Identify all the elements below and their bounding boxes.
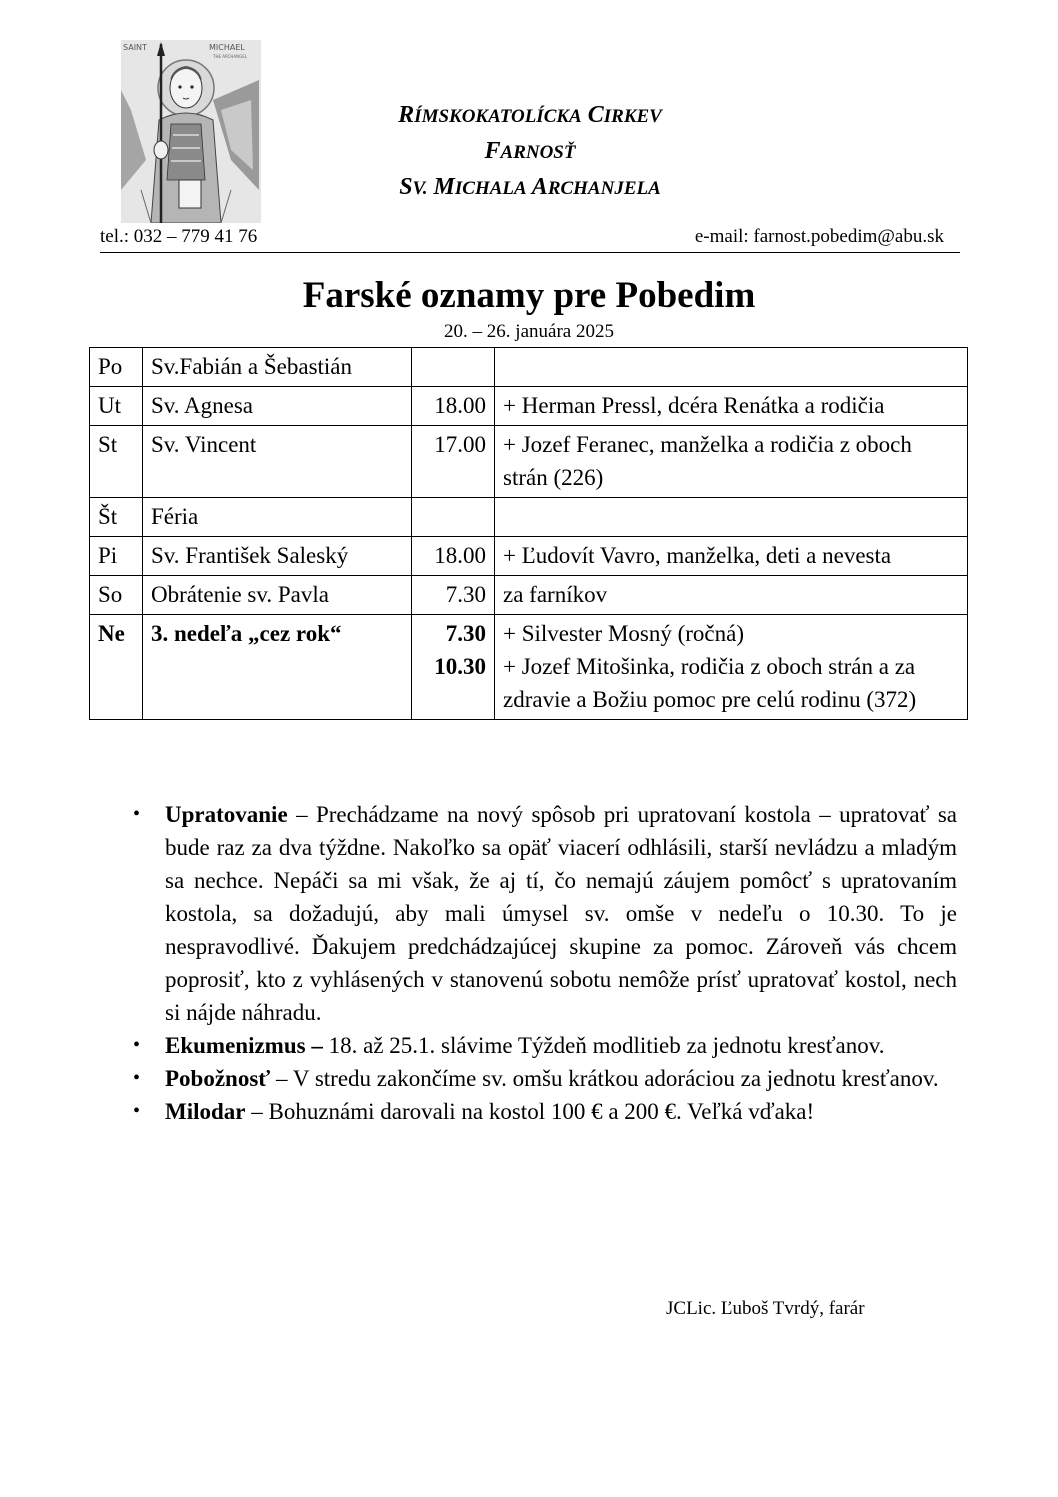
date-range: 20. – 26. januára 2025 — [444, 321, 614, 342]
time-cell — [412, 498, 495, 537]
intention-cell — [495, 498, 968, 537]
time-cell: 18.00 — [412, 387, 495, 426]
bullet-icon: • — [133, 1100, 141, 1122]
note-text: V stredu zakončíme sv. omšu krátkou adoráciou za jednotu kresťanov. — [292, 1066, 939, 1091]
email-address[interactable]: e-mail: farnost.pobedim@abu.sk — [694, 226, 944, 247]
list-item — [133, 1029, 957, 1062]
phone-number: tel.: 032 – 779 41 76 — [100, 226, 258, 247]
icon-caption-top: SAINT — [123, 43, 147, 52]
org-line-1: RÍMSKOKATOLÍCKA CIRKEV — [398, 102, 662, 128]
feast-cell: 3. nedeľa „cez rok“ — [143, 615, 412, 720]
time-cell — [412, 348, 495, 387]
intention-cell — [495, 348, 968, 387]
intention-cell — [495, 615, 968, 720]
bullet-icon: • — [133, 803, 141, 825]
org-line-3: SV. MICHALA ARCHANJELA — [399, 174, 661, 200]
time-value: 7.30 — [445, 621, 486, 646]
note-heading: Ekumenizmus – — [165, 1033, 323, 1058]
note-separator: – — [270, 1066, 293, 1091]
day-cell: Št — [90, 498, 143, 537]
list-item — [133, 1062, 957, 1095]
intention-value: + Silvester Mosný (ročná) — [503, 621, 745, 646]
intention-cell: + Jozef Feranec, manželka a rodičia z oboch strán (226) — [495, 426, 968, 498]
time-value: 10.30 — [434, 654, 486, 679]
time-cell — [412, 615, 495, 720]
day-cell: Po — [90, 348, 143, 387]
note-heading: Pobožnosť — [165, 1066, 271, 1091]
intention-value: + Jozef Mitošinka, rodičia z oboch strán a za zdravie a Božiu pomoc pre celú rodinu (372) — [503, 654, 917, 712]
note-text: Prechádzame na nový spôsob pri upratovaní kostola – upratovať sa bude raz za dva týždne. Nakoľko sa opäť viacerí odhlásili, starší nevládzu a mladým sa nechce. Nepáči sa mi však, že aj tí, čo nemajú záujem pomôcť s upratovaním kostola, sa dožadujú, aby mali úmysel sv. omše v nedeľu o 10.30. To je nespravodlivé. Ďakujem predchádzajúcej skupine za pomoc. Zároveň vás chcem poprosiť, kto z vyhlásených v stanovenú sobotu nemôže prísť upratovať kostol, nech si nájde náhradu. — [165, 802, 958, 1025]
mass-schedule-table — [89, 347, 968, 720]
bullet-icon: • — [133, 1034, 141, 1056]
note-heading: Upratovanie — [165, 802, 288, 827]
table-row — [90, 615, 968, 720]
note-separator: – — [245, 1099, 269, 1124]
intention-cell: + Herman Pressl, dcéra Renátka a rodičia — [495, 387, 968, 426]
org-line-2: FARNOSŤ — [484, 138, 576, 164]
feast-cell: Sv. Agnesa — [143, 387, 412, 426]
time-cell: 17.00 — [412, 426, 495, 498]
feast-cell: Féria — [143, 498, 412, 537]
intention-cell: + Ľudovít Vavro, manželka, deti a nevesta — [495, 537, 968, 576]
day-cell: Ut — [90, 387, 143, 426]
signature: JCLic. Ľuboš Tvrdý, farár — [666, 1298, 865, 1319]
saint-michael-icon — [121, 40, 261, 223]
feast-cell: Obrátenie sv. Pavla — [143, 576, 412, 615]
announcements-list — [133, 798, 957, 1128]
feast-cell: Sv. Vincent — [143, 426, 412, 498]
table-row — [90, 426, 968, 498]
day-cell: Ne — [90, 615, 143, 720]
feast-cell: Sv.Fabián a Šebastián — [143, 348, 412, 387]
time-cell: 7.30 — [412, 576, 495, 615]
note-separator: – — [287, 802, 316, 827]
note-heading: Milodar — [165, 1099, 246, 1124]
icon-caption-sub: THE ARCHANGEL — [213, 54, 247, 59]
contact-line — [100, 224, 960, 253]
parish-name — [300, 98, 760, 206]
list-item — [133, 798, 957, 1029]
table-row — [90, 348, 968, 387]
day-cell: So — [90, 576, 143, 615]
table-row — [90, 387, 968, 426]
icon-caption-name: MICHAEL — [209, 43, 245, 52]
intention-cell: za farníkov — [495, 576, 968, 615]
feast-cell: Sv. František Saleský — [143, 537, 412, 576]
day-cell: Pi — [90, 537, 143, 576]
table-row — [90, 537, 968, 576]
day-cell: St — [90, 426, 143, 498]
page-title: Farské oznamy pre Pobedim — [302, 275, 756, 316]
table-row — [90, 498, 968, 537]
time-cell: 18.00 — [412, 537, 495, 576]
table-row — [90, 576, 968, 615]
note-text: 18. až 25.1. slávime Týždeň modlitieb za jednotu kresťanov. — [328, 1033, 885, 1058]
bullet-icon: • — [133, 1067, 141, 1089]
note-text: Bohuznámi darovali na kostol 100 € a 200 €. Veľká vďaka! — [268, 1099, 815, 1124]
list-item — [133, 1095, 957, 1128]
